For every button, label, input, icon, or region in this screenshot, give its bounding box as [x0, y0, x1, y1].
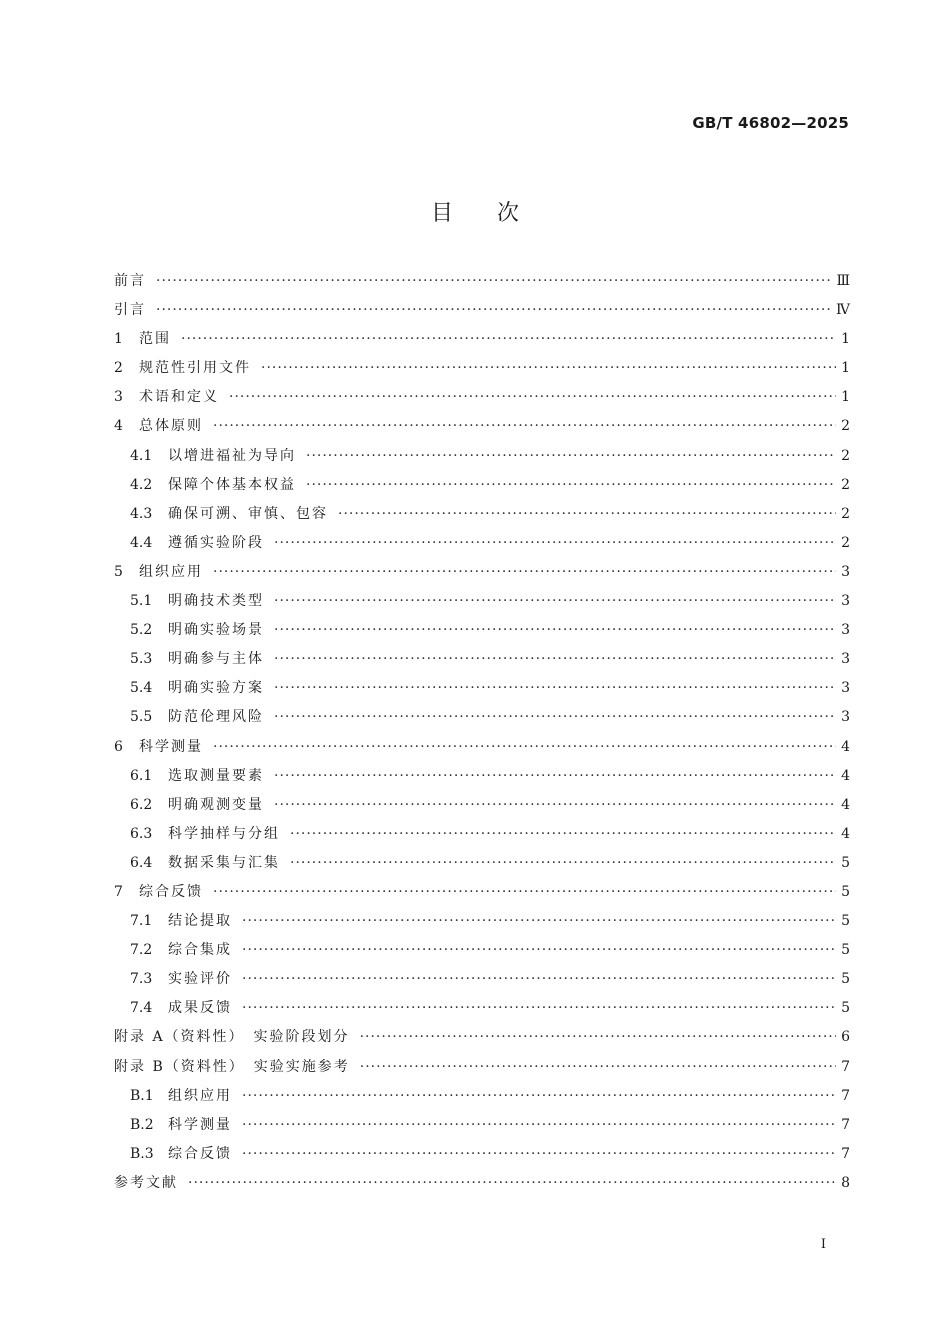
toc-entry-page: 5	[841, 883, 850, 900]
dot-leader	[213, 564, 836, 580]
dot-leader	[338, 506, 836, 522]
dot-leader	[188, 1175, 836, 1191]
toc-entry-number: 7.1	[130, 913, 153, 930]
toc-entry-label: 组织应用	[168, 1087, 232, 1104]
toc-entry[interactable]	[114, 270, 850, 299]
standard-code: GB/T 46802—2025	[692, 114, 849, 132]
dot-leader	[274, 622, 836, 638]
dot-leader	[242, 1000, 836, 1016]
toc-entry-number: 3	[114, 389, 123, 406]
toc-entry-number: 4.4	[130, 534, 153, 551]
toc-entry[interactable]	[114, 590, 850, 619]
toc-entry-page: 7	[841, 1058, 850, 1075]
toc-entry-label: 附录 A（资料性） 实验阶段划分	[114, 1029, 350, 1046]
dot-leader	[290, 826, 836, 842]
toc-entry-number: 1	[114, 331, 123, 348]
dot-leader	[274, 535, 836, 551]
toc-entry[interactable]	[114, 706, 850, 735]
toc-entry-number: 6.2	[130, 796, 153, 813]
toc-entry-label: 成果反馈	[168, 1000, 232, 1017]
dot-leader	[213, 884, 836, 900]
toc-entry[interactable]	[114, 1056, 850, 1085]
toc-entry-page: 6	[841, 1029, 850, 1046]
toc-entry[interactable]	[114, 939, 850, 968]
toc-entry-label: 防范伦理风险	[168, 709, 264, 726]
toc-entry[interactable]	[114, 765, 850, 794]
dot-leader	[242, 971, 836, 987]
table-of-contents	[114, 270, 850, 1201]
dot-leader	[274, 709, 836, 725]
toc-entry-label: 组织应用	[139, 563, 203, 580]
dot-leader	[306, 448, 836, 464]
toc-entry-label: 明确技术类型	[168, 593, 264, 610]
toc-entry-page: 2	[841, 447, 850, 464]
dot-leader	[274, 680, 836, 696]
toc-entry[interactable]	[114, 445, 850, 474]
toc-entry-number: 6.3	[130, 825, 153, 842]
toc-entry-number: B.3	[130, 1145, 154, 1162]
toc-entry-page: 4	[841, 767, 850, 784]
toc-entry-page: 2	[841, 534, 850, 551]
toc-entry[interactable]	[114, 1143, 850, 1172]
dot-leader	[274, 651, 836, 667]
toc-entry-number: 7.3	[130, 971, 153, 988]
toc-entry-number: 7.2	[130, 942, 153, 959]
toc-entry-number: 6	[114, 738, 123, 755]
toc-entry-page: 7	[841, 1087, 850, 1104]
toc-entry-number: 5	[114, 563, 123, 580]
page-title: 目 次	[430, 201, 519, 226]
toc-entry[interactable]	[114, 997, 850, 1026]
toc-entry-page: 1	[841, 360, 850, 377]
toc-entry-page: 7	[841, 1116, 850, 1133]
toc-entry-label: 遵循实验阶段	[168, 534, 264, 551]
toc-entry-label: 明确参与主体	[168, 651, 264, 668]
toc-entry[interactable]	[114, 1026, 850, 1055]
toc-entry[interactable]	[114, 1085, 850, 1114]
toc-entry-page: 5	[841, 913, 850, 930]
toc-entry-page: 3	[841, 563, 850, 580]
toc-entry[interactable]	[114, 415, 850, 444]
dot-leader	[242, 1146, 836, 1162]
toc-entry-page: 2	[841, 476, 850, 493]
toc-entry-page: Ⅳ	[836, 302, 850, 319]
toc-entry-label: 科学测量	[139, 738, 203, 755]
toc-entry-label: 参考文献	[114, 1174, 178, 1191]
toc-entry[interactable]	[114, 794, 850, 823]
toc-entry-label: 综合集成	[168, 942, 232, 959]
toc-entry[interactable]	[114, 1172, 850, 1201]
dot-leader	[242, 942, 836, 958]
toc-entry-label: 综合反馈	[139, 883, 203, 900]
toc-entry-number: 2	[114, 360, 123, 377]
toc-entry-number: B.1	[130, 1087, 154, 1104]
dot-leader	[242, 913, 836, 929]
dot-leader	[274, 593, 836, 609]
toc-entry-number: 4.3	[130, 505, 153, 522]
toc-entry[interactable]	[114, 648, 850, 677]
toc-entry-page: 3	[841, 680, 850, 697]
toc-entry-label: 科学测量	[168, 1116, 232, 1133]
toc-entry-page: 2	[841, 505, 850, 522]
toc-entry-label: 引言	[114, 302, 146, 319]
toc-entry-label: 保障个体基本权益	[168, 476, 296, 493]
toc-entry-label: 结论提取	[168, 913, 232, 930]
toc-entry-label: 范围	[139, 331, 171, 348]
toc-entry-number: 5.3	[130, 651, 153, 668]
toc-entry-page: Ⅲ	[836, 273, 850, 289]
toc-entry[interactable]	[114, 474, 850, 503]
toc-entry-label: 综合反馈	[168, 1145, 232, 1162]
toc-entry-page: 1	[841, 331, 850, 348]
dot-leader	[242, 1117, 836, 1133]
toc-entry[interactable]	[114, 881, 850, 910]
toc-entry-page: 4	[841, 796, 850, 813]
toc-entry[interactable]	[114, 910, 850, 939]
toc-entry-number: 6.4	[130, 854, 153, 871]
toc-entry-label: 规范性引用文件	[139, 360, 251, 377]
toc-entry-page: 3	[841, 622, 850, 639]
toc-entry[interactable]	[114, 386, 850, 415]
dot-leader	[242, 1088, 836, 1104]
toc-entry[interactable]	[114, 968, 850, 997]
toc-entry[interactable]	[114, 561, 850, 590]
toc-entry-number: 4.2	[130, 476, 153, 493]
dot-leader	[156, 273, 832, 289]
toc-entry-label: 实验评价	[168, 971, 232, 988]
dot-leader	[274, 797, 836, 813]
toc-entry-page: 4	[841, 825, 850, 842]
toc-entry-page: 3	[841, 709, 850, 726]
toc-entry-page: 7	[841, 1145, 850, 1162]
toc-entry-page: 2	[841, 418, 850, 435]
toc-entry-page: 5	[841, 971, 850, 988]
toc-entry[interactable]	[114, 823, 850, 852]
toc-entry-label: 以增进福祉为导向	[168, 447, 296, 464]
dot-leader	[360, 1029, 836, 1045]
toc-entry-label: 附录 B（资料性） 实验实施参考	[114, 1058, 350, 1075]
toc-entry-page: 8	[841, 1174, 850, 1191]
dot-leader	[213, 418, 836, 434]
dot-leader	[181, 331, 836, 347]
dot-leader	[274, 768, 836, 784]
toc-entry[interactable]	[114, 532, 850, 561]
toc-entry-number: 5.1	[130, 593, 153, 610]
toc-entry-number: 7	[114, 883, 123, 900]
toc-entry[interactable]	[114, 299, 850, 328]
toc-entry-number: 5.4	[130, 680, 153, 697]
toc-entry[interactable]	[114, 677, 850, 706]
toc-entry[interactable]	[114, 852, 850, 881]
toc-entry-number: B.2	[130, 1116, 154, 1133]
toc-entry-label: 确保可溯、审慎、包容	[168, 505, 328, 522]
toc-entry-label: 前言	[114, 273, 146, 289]
toc-entry-page: 5	[841, 1000, 850, 1017]
toc-entry-number: 7.4	[130, 1000, 153, 1017]
toc-entry-page: 4	[841, 738, 850, 755]
toc-entry[interactable]	[114, 736, 850, 765]
dot-leader	[213, 739, 836, 755]
toc-entry-label: 总体原则	[139, 418, 203, 435]
page-number: Ⅰ	[820, 1237, 826, 1252]
dot-leader	[306, 477, 836, 493]
toc-entry[interactable]	[114, 1114, 850, 1143]
toc-entry-label: 术语和定义	[139, 389, 219, 406]
toc-entry-number: 6.1	[130, 767, 153, 784]
toc-entry[interactable]	[114, 328, 850, 357]
toc-entry[interactable]	[114, 357, 850, 386]
toc-entry-label: 明确实验方案	[168, 680, 264, 697]
toc-entry-label: 科学抽样与分组	[168, 825, 280, 842]
toc-entry-number: 5.5	[130, 709, 153, 726]
toc-entry-label: 明确实验场景	[168, 622, 264, 639]
toc-entry-number: 4.1	[130, 447, 153, 464]
toc-entry-page: 5	[841, 854, 850, 871]
dot-leader	[229, 389, 836, 405]
dot-leader	[261, 360, 836, 376]
toc-entry-label: 明确观测变量	[168, 796, 264, 813]
dot-leader	[290, 855, 836, 871]
toc-entry-number: 4	[114, 418, 123, 435]
toc-entry-label: 数据采集与汇集	[168, 854, 280, 871]
toc-entry-label: 选取测量要素	[168, 767, 264, 784]
toc-entry-page: 1	[841, 389, 850, 406]
dot-leader	[156, 302, 832, 318]
toc-entry[interactable]	[114, 503, 850, 532]
toc-entry-page: 3	[841, 593, 850, 610]
toc-entry-number: 5.2	[130, 622, 153, 639]
dot-leader	[360, 1059, 836, 1075]
toc-entry[interactable]	[114, 619, 850, 648]
toc-entry-page: 3	[841, 651, 850, 668]
toc-entry-page: 5	[841, 942, 850, 959]
